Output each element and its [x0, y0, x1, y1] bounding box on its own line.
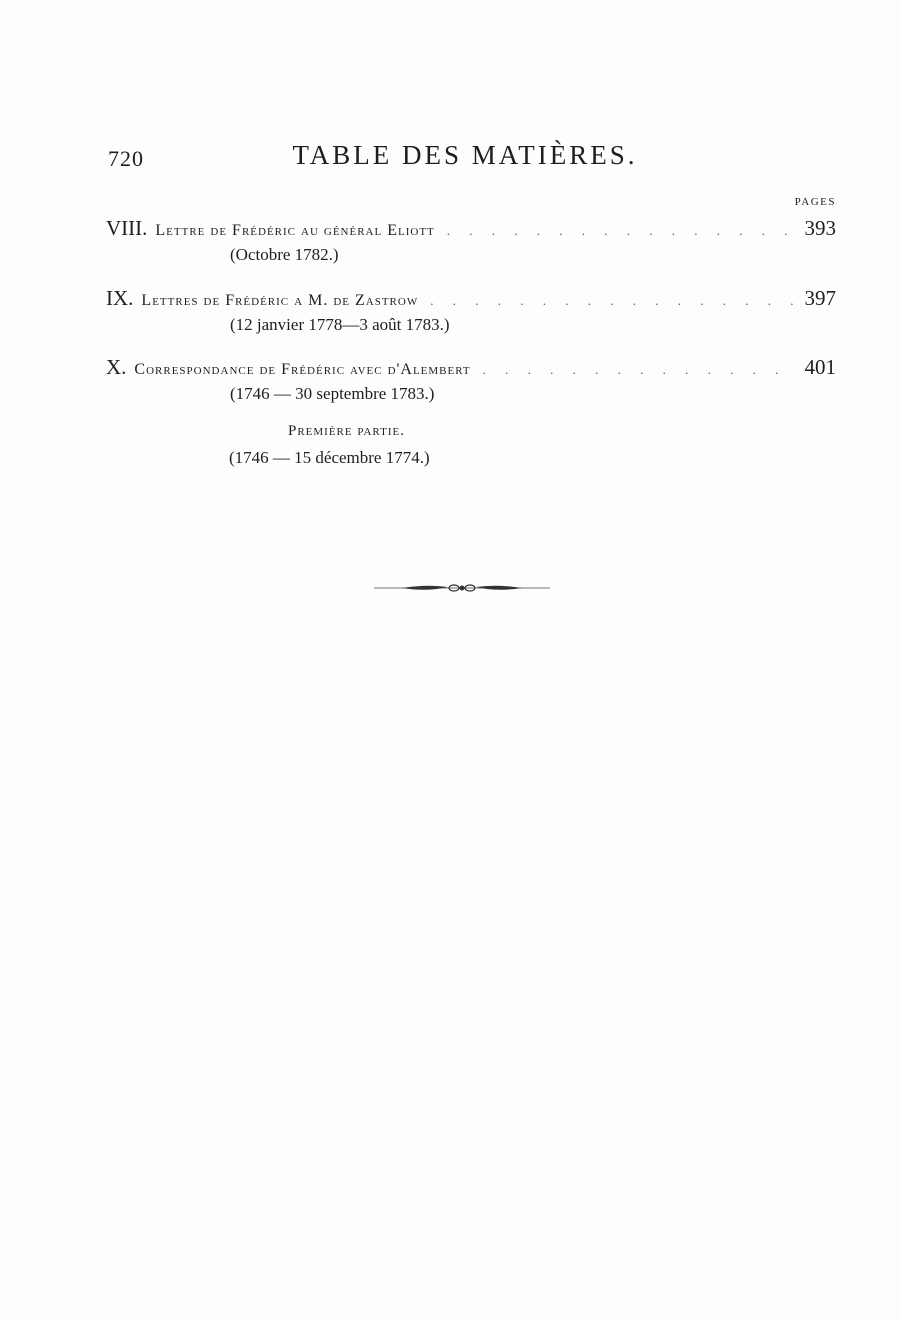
entry-page[interactable]: 401 [804, 355, 836, 379]
entry-dates: (Octobre 1782.) [230, 245, 339, 264]
entry-title[interactable]: Lettres de Frédéric a M. de Zastrow [141, 292, 419, 309]
page-title: TABLE DES MATIÈRES. [292, 140, 638, 170]
entry-numeral: IX. [106, 286, 134, 310]
toc-entry-line [106, 355, 836, 380]
toc-entry-line [106, 216, 836, 241]
entry-numeral: X. [106, 355, 127, 379]
dot-leader [483, 362, 793, 378]
ornament-divider-icon [372, 578, 552, 602]
entry-title[interactable]: Correspondance de Frédéric avec d'Alembert [134, 361, 471, 378]
entry-page[interactable]: 393 [804, 216, 836, 240]
toc-entry [106, 355, 836, 404]
entry-title[interactable]: Lettre de Frédéric au général Eliott [155, 222, 435, 239]
entry-dates: (1746 — 30 septembre 1783.) [230, 384, 435, 403]
toc-entry [106, 286, 836, 335]
dot-leader [447, 223, 793, 239]
part-dates: (1746 — 15 décembre 1774.) [229, 448, 430, 467]
entry-dates: (12 janvier 1778—3 août 1783.) [230, 315, 450, 334]
pages-column-header: PAGES [794, 196, 836, 208]
toc-entry [106, 216, 836, 265]
entry-page[interactable]: 397 [804, 286, 836, 310]
entry-numeral: VIII. [106, 216, 148, 240]
part-title: Première partie. [288, 423, 405, 439]
dot-leader [430, 293, 792, 309]
toc-entry-line [106, 286, 836, 311]
page-number: 720 [108, 146, 144, 171]
